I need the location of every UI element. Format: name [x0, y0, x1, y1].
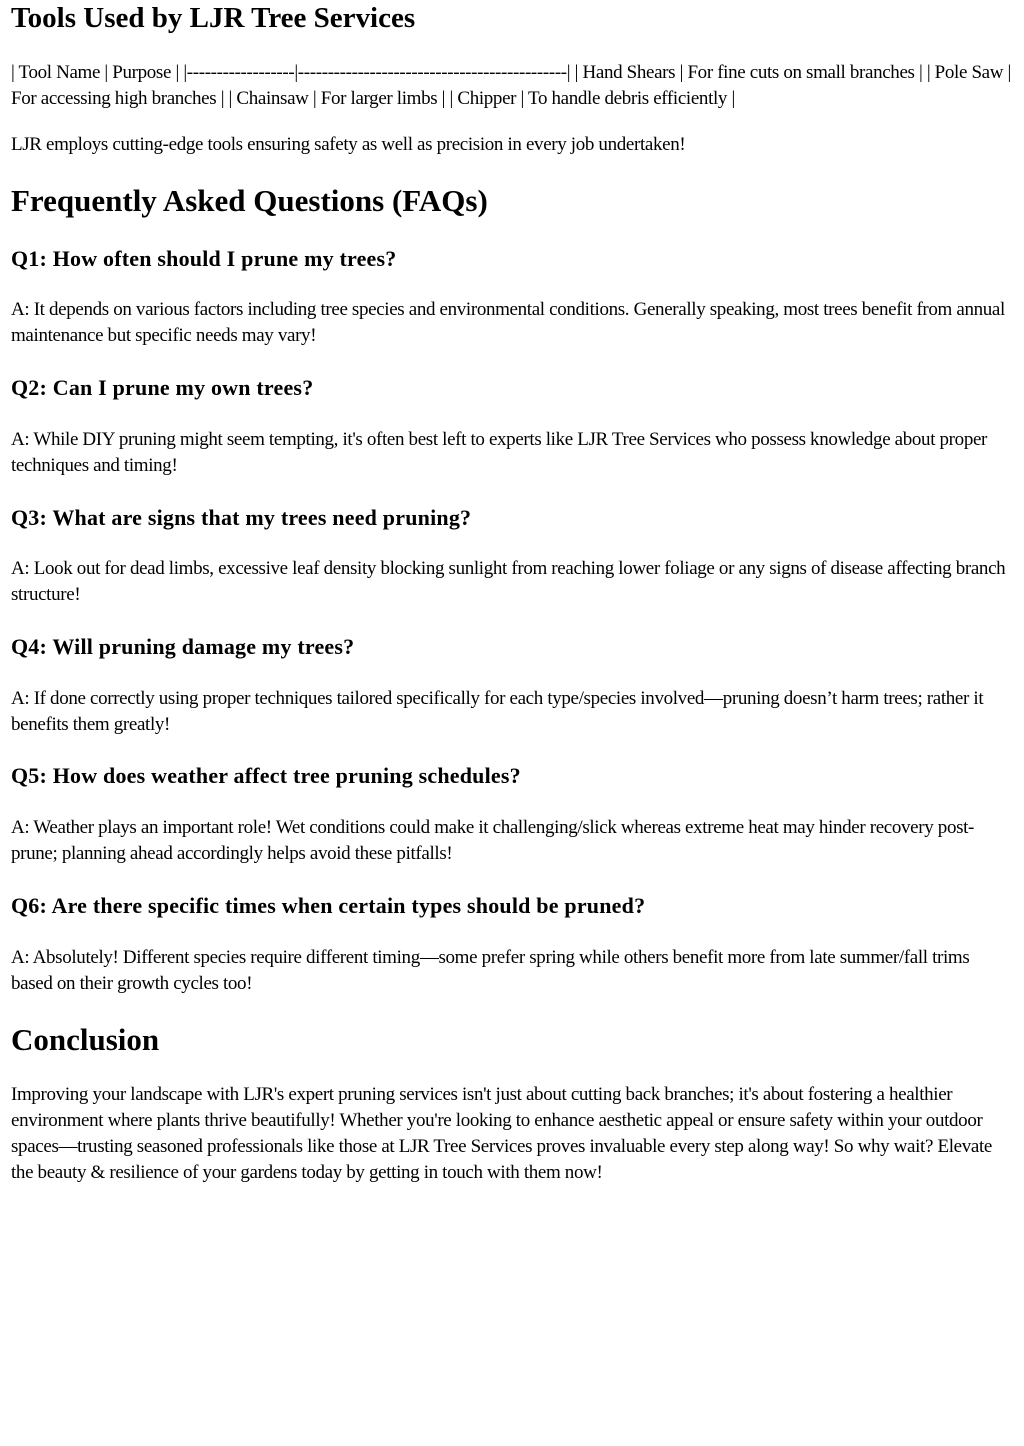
conclusion-paragraph: Improving your landscape with LJR's expert pruning services isn't just about cutting back branches; it's about fostering a healthier environment where plants thrive beautifully! Whether you're looking to enhance aesthetic appeal or ensure safety within your outdoor spaces—trusting seasoned professionals like those at LJR Tree Services proves invaluable every step along way! So why wait? Elevate the beauty & resilience of your gardens today by getting in touch with them now!	[11, 1084, 992, 1183]
tools-table-text: | Tool Name | Purpose | |------------------|---------------------------------------------| | Hand Shears | For fine cuts on small branches | | Pole Saw | For accessing high branches | | Chainsaw | For larger limbs | | Chipper | To handle debris efficiently |	[11, 62, 1011, 109]
faq-heading: Frequently Asked Questions (FAQs)	[11, 183, 488, 218]
tools-closing-paragraph: LJR employs cutting-edge tools ensuring safety as well as precision in every job undertaken!	[11, 134, 686, 155]
faq-question-4: Q4: Will pruning damage my trees?	[11, 634, 355, 659]
faq-answer-1: A: It depends on various factors including tree species and environmental conditions. Generally speaking, most trees benefit from annual maintenance but specific needs may vary!	[11, 299, 1005, 346]
faq-question-6: Q6: Are there specific times when certain types should be pruned?	[11, 893, 646, 918]
faq-question-3: Q3: What are signs that my trees need pruning?	[11, 505, 472, 530]
conclusion-heading: Conclusion	[11, 1022, 160, 1057]
faq-answer-5: A: Weather plays an important role! Wet conditions could make it challenging/slick whereas extreme heat may hinder recovery post-prune; planning ahead accordingly helps avoid these pitfalls!	[11, 817, 975, 864]
faq-question-1: Q1: How often should I prune my trees?	[11, 246, 397, 271]
faq-answer-2: A: While DIY pruning might seem tempting, it's often best left to experts like LJR Tree Services who possess knowledge about proper techniques and timing!	[11, 429, 988, 476]
faq-question-5: Q5: How does weather affect tree pruning schedules?	[11, 763, 521, 788]
faq-answer-4: A: If done correctly using proper techniques tailored specifically for each type/species involved—pruning doesn’t harm trees; rather it benefits them greatly!	[11, 688, 984, 735]
faq-answer-6: A: Absolutely! Different species require different timing—some prefer spring while others benefit more from late summer/fall trims based on their growth cycles too!	[11, 947, 970, 994]
faq-question-2: Q2: Can I prune my own trees?	[11, 375, 314, 400]
faq-answer-3: A: Look out for dead limbs, excessive leaf density blocking sunlight from reaching lower foliage or any signs of disease affecting branch structure!	[11, 558, 1006, 605]
tools-heading: Tools Used by LJR Tree Services	[11, 2, 416, 34]
